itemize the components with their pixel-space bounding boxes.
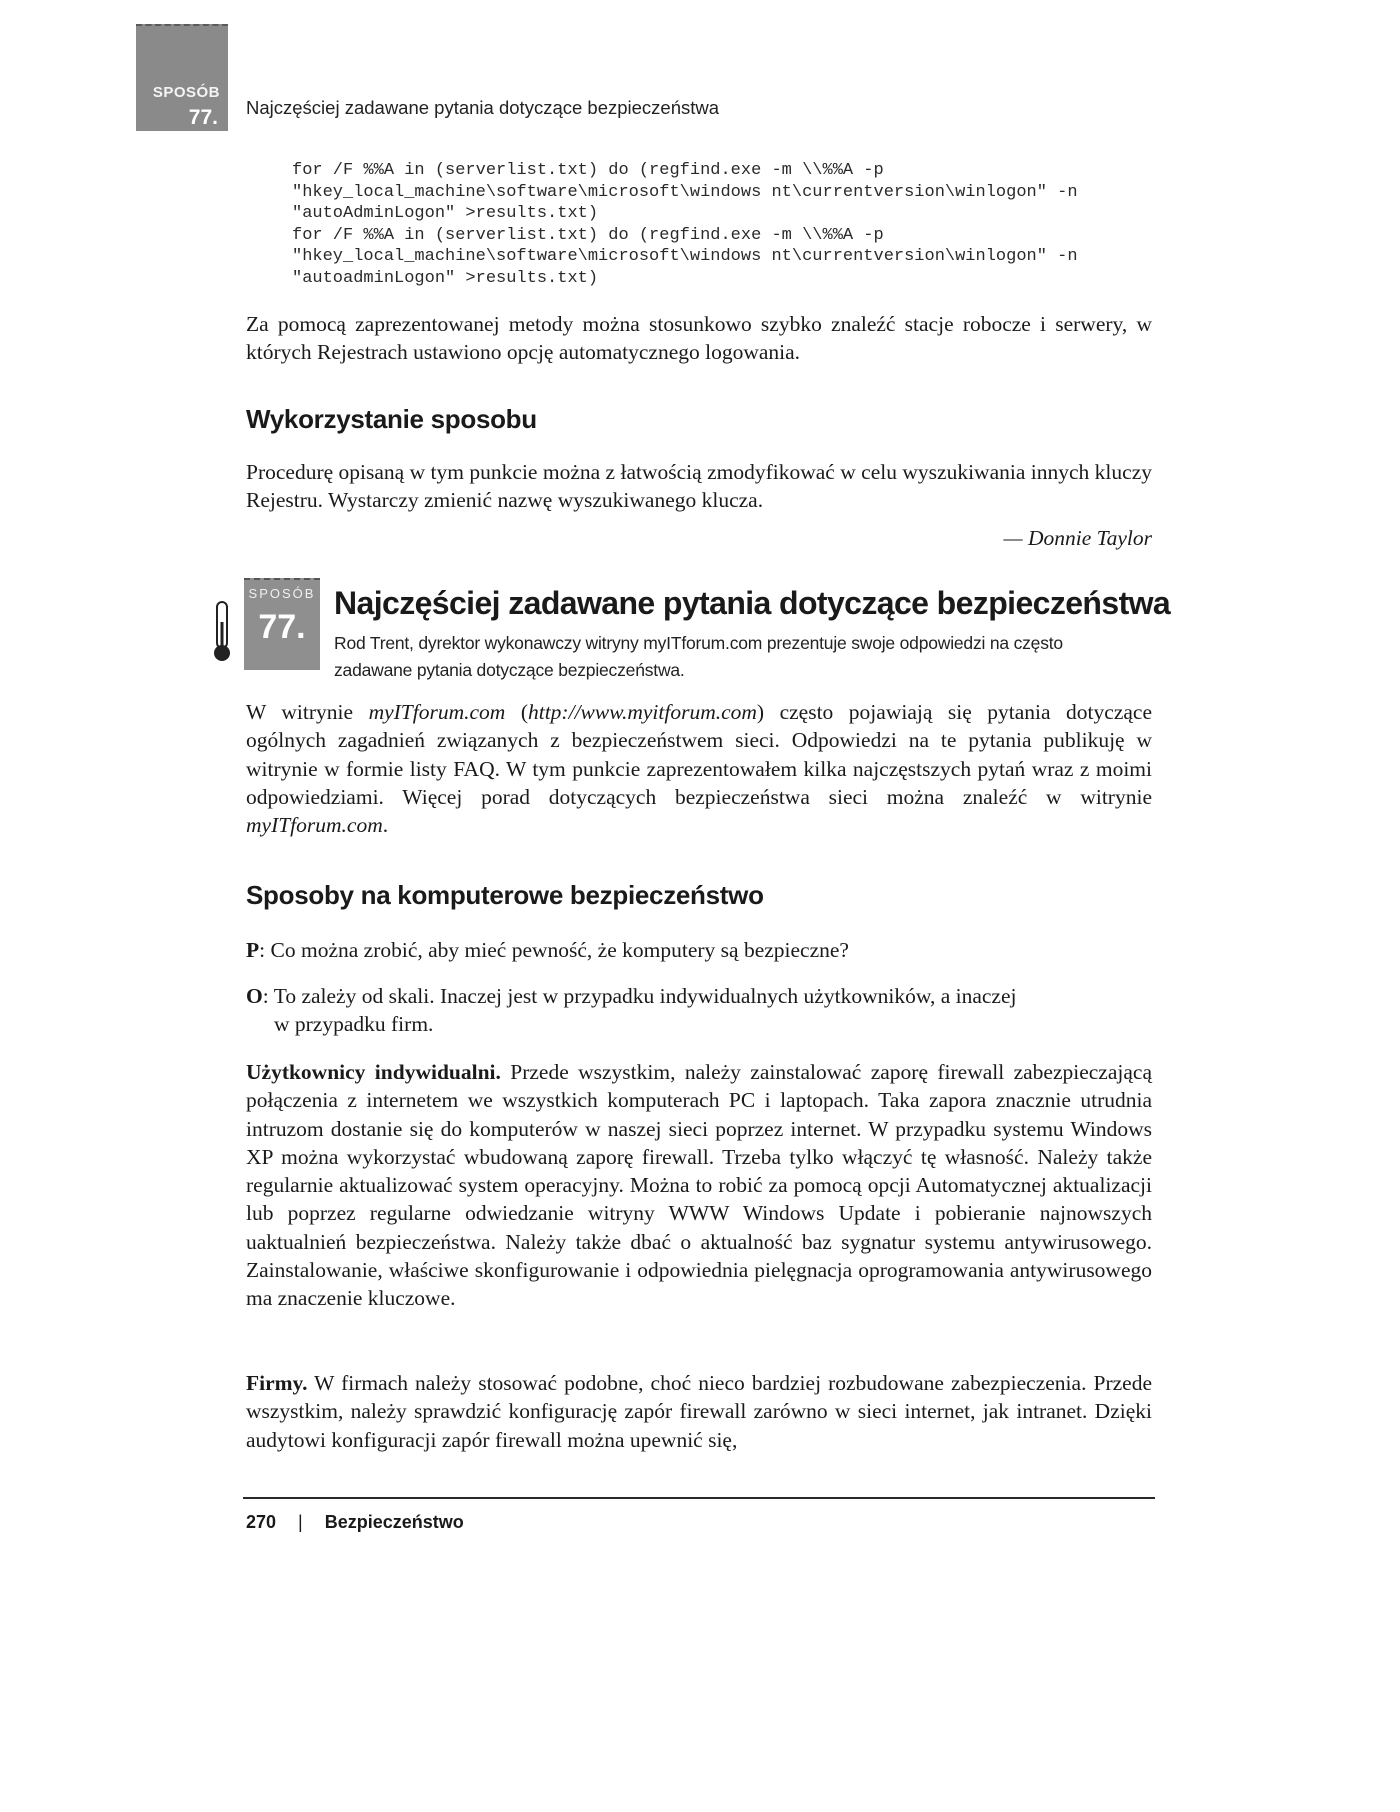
chapter-title: Bezpieczeństwo: [324, 1512, 464, 1532]
code-line: "hkey_local_machine\software\microsoft\windows nt\currentversion\winlogon" -n: [292, 182, 1078, 202]
footer-separator: |: [298, 1512, 303, 1532]
header-section-tab: [136, 24, 228, 131]
code-line: for /F %%A in (serverlist.txt) do (regfind.exe -m \\%%A -p: [292, 225, 884, 245]
hack-description: [334, 630, 1094, 684]
code-line: "autoadminLogon" >results.txt): [292, 268, 599, 288]
answer-tag: O: [246, 984, 263, 1008]
hack-title: Najczęściej zadawane pytania dotyczące bezpieczeństwa: [334, 585, 1171, 621]
hack-description-line: zadawane pytania dotyczące bezpieczeństwa.: [334, 660, 685, 680]
author-attribution: — Donnie Taylor: [1003, 526, 1152, 550]
section-heading-security: Sposoby na komputerowe bezpieczeństwo: [246, 880, 764, 910]
code-line: for /F %%A in (serverlist.txt) do (regfind.exe -m \\%%A -p: [292, 161, 884, 180]
paragraph-lead: Firmy.: [246, 1371, 308, 1395]
code-line: "autoAdminLogon" >results.txt): [292, 204, 599, 223]
header-tab-label: SPOSÓB: [152, 84, 220, 101]
individual-users-paragraph: [246, 1058, 1152, 1313]
answer-text-continued: w przypadku firm.: [274, 1012, 434, 1037]
firms-paragraph: [246, 1369, 1152, 1454]
paragraph-text: Przede wszystkim, należy zainstalować zaporę firewall zabezpieczającą połączenia z internetem we wszystkich komputerach PC i laptopach. Taka zapora znacznie utrudnia intruzom dostanie się do komputerów w naszej sieci poprzez internet. W przypadku systemu Windows XP można wykorzystać wbudowaną zaporę firewall. Trzeba tylko włączyć tę własność. Należy także regularnie aktualizować system operacyjny. Można to robić za pomocą opcji Automatycznej aktualizacji lub poprzez regularne odwiedzanie witryny WWW Windows Update i pobieranie najnowszych uaktualnień bezpieczeństwa. Należy także dbać o aktualność baz sygnatur systemu antywirusowego. Zainstalowanie, właściwe skonfigurowanie i odpowiednia pielęgnacja oprogramowania antywirusowego ma znaczenie kluczowe.: [246, 1060, 1152, 1311]
question-tag: P: [246, 938, 260, 962]
faq-answer: [246, 982, 1152, 1039]
colon: :: [262, 984, 274, 1008]
footer-rule: [243, 1497, 1155, 1499]
paragraph-text: W firmach należy stosować podobne, choć nieco bardziej rozbudowane zabezpieczenia. Przede wszystkim, należy sprawdzić konfigurację zapór firewall zarówno w sieci internet, jak intranet. Dzięki audytowi konfiguracji zapór firewall można upewnić się,: [246, 1371, 1152, 1452]
section-heading-usage: Wykorzystanie sposobu: [246, 404, 537, 434]
page-footer: [246, 1512, 464, 1533]
page-number: 270: [246, 1512, 277, 1532]
site-name: myITforum.com: [368, 700, 506, 724]
faq-question: [246, 936, 1152, 964]
hack-tab-number: 77.: [258, 608, 306, 646]
usage-paragraph: Procedurę opisaną w tym punkcie można z łatwością zmodyfikować w celu wyszukiwania innych kluczy Rejestru. Wystarczy zmienić nazwę wyszukiwanego klucza.: [246, 460, 1152, 513]
header-tab-number: 77.: [188, 106, 218, 129]
website-paragraph: [246, 698, 1152, 839]
hack-description-line: Rod Trent, dyrektor wykonawczy witryny myITforum.com prezentuje swoje odpowiedzi na często: [334, 633, 1063, 653]
text-run: W witrynie: [246, 700, 369, 724]
text-run: (: [505, 700, 528, 724]
running-header-title: Najczęściej zadawane pytania dotyczące bezpieczeństwa: [246, 97, 720, 118]
text-run: .: [382, 813, 389, 838]
answer-text: To zależy od skali. Inaczej jest w przypadku indywidualnych użytkowników, a inaczej: [273, 984, 1017, 1008]
hack-number-tab: [244, 578, 320, 670]
code-listing: [292, 160, 1172, 289]
paragraph-lead: Użytkownicy indywidualni.: [246, 1060, 501, 1084]
hack-tab-label: SPOSÓB: [248, 586, 316, 601]
thermometer-icon: [212, 600, 232, 664]
question-text: Co można zrobić, aby mieć pewność, że komputery są bezpieczne?: [270, 938, 849, 962]
site-name: myITforum.com: [246, 813, 383, 838]
colon: :: [259, 938, 271, 962]
site-url-link[interactable]: http://www.myitforum.com: [527, 700, 757, 724]
text-run: ) często pojawiają się pytania dotyczące ogólnych zagadnień związanych z bezpieczeństwem sieci. Odpowiedzi na te pytania publikuję w witrynie w formie listy FAQ. W tym punkcie zaprezentowałem kilka najczęstszych pytań wraz z moimi odpowiedziami. Więcej porad dotyczących bezpieczeństwa sieci można znaleźć w witrynie: [246, 700, 1152, 809]
intro-paragraph: Za pomocą zaprezentowanej metody można stosunkowo szybko znaleźć stacje robocze i serwery, w których Rejestrach ustawiono opcję automatycznego logowania.: [246, 312, 1152, 365]
code-line: "hkey_local_machine\software\microsoft\windows nt\currentversion\winlogon" -n: [292, 247, 1078, 266]
